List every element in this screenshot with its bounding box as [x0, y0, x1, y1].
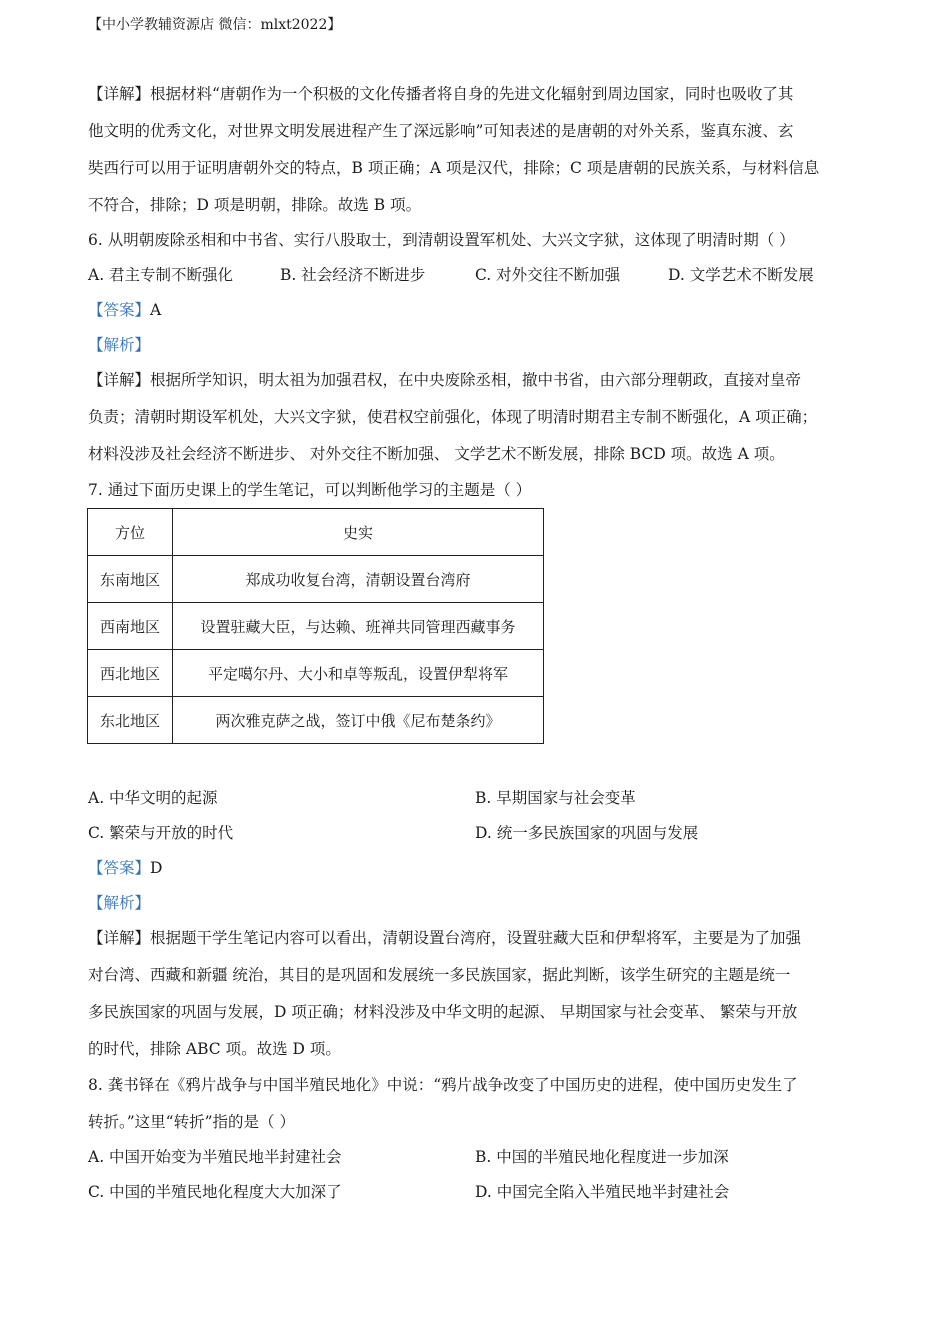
q7-detail-line-3: 多民族国家的巩固与发展，D 项正确；材料没涉及中华文明的起源、 早期国家与社会变革、 繁荣与开放 — [88, 1003, 798, 1021]
q6-option-a: A. 君主专制不断强化 — [88, 266, 234, 284]
q5-detail-line-2: 他文明的优秀文化，对世界文明发展进程产生了深远影响”可知表述的是唐朝的对外关系，鉴真东渡、玄 — [88, 122, 794, 140]
q7-detail-line-1: 【详解】根据题干学生笔记内容可以看出，清朝设置台湾府，设置驻藏大臣和伊犁将军，主要是为了加强 — [88, 929, 802, 947]
q7-stem: 7. 通过下面历史课上的学生笔记，可以判断他学习的主题是（ ） — [88, 481, 532, 499]
q7-option-b: B. 早期国家与社会变革 — [475, 789, 636, 807]
q6-answer — [88, 298, 161, 320]
table-cell-fact: 平定噶尔丹、大小和卓等叛乱，设置伊犁将军 — [173, 650, 544, 697]
table-row — [88, 556, 544, 603]
table-row — [88, 603, 544, 650]
table-header-facts: 史实 — [173, 509, 544, 556]
table-cell-region: 西北地区 — [88, 650, 173, 697]
q7-detail-line-2: 对台湾、西藏和新疆 统治，其目的是巩固和发展统一多民族国家，据此判断，该学生研究的主题是统一 — [88, 966, 791, 984]
q6-answer-value: A — [150, 301, 162, 319]
page-header: 【中小学教辅资源店 微信：mlxt2022】 — [88, 17, 342, 33]
q7-option-d: D. 统一多民族国家的巩固与发展 — [475, 824, 699, 842]
table-header-row — [88, 509, 544, 556]
q6-detail-line-1: 【详解】根据所学知识，明太祖为加强君权，在中央废除丞相，撤中书省，由六部分理朝政，直接对皇帝 — [88, 371, 802, 389]
q7-answer-label: 【答案】 — [88, 859, 151, 877]
table-cell-region: 东南地区 — [88, 556, 173, 603]
q8-option-b: B. 中国的半殖民地化程度进一步加深 — [475, 1148, 729, 1166]
q8-option-c: C. 中国的半殖民地化程度大大加深了 — [88, 1183, 342, 1201]
table-cell-region: 西南地区 — [88, 603, 173, 650]
q5-detail-line-3: 奘西行可以用于证明唐朝外交的特点，B 项正确；A 项是汉代，排除；C 项是唐朝的民族关系，与材料信息 — [88, 159, 820, 177]
table-cell-fact: 郑成功收复台湾，清朝设置台湾府 — [173, 556, 544, 603]
q6-option-b: B. 社会经济不断进步 — [280, 266, 426, 284]
q7-detail-line-4: 的时代，排除 ABC 项。故选 D 项。 — [88, 1040, 341, 1058]
q6-stem: 6. 从明朝废除丞相和中书省、实行八股取士，到清朝设置军机处、大兴文字狱，这体现了明清时期（ ） — [88, 231, 795, 249]
q6-analysis-label: 【解析】 — [88, 336, 151, 354]
student-notes-table — [87, 508, 544, 744]
q6-option-d: D. 文学艺术不断发展 — [668, 266, 814, 284]
q7-answer — [88, 856, 162, 878]
q5-detail-line-4: 不符合，排除；D 项是明朝，排除。故选 B 项。 — [88, 196, 422, 214]
q6-detail-line-3: 材料没涉及社会经济不断进步、 对外交往不断加强、 文学艺术不断发展，排除 BCD 项。故选 A 项。 — [88, 445, 785, 463]
table-row — [88, 697, 544, 744]
table-cell-fact: 两次雅克萨之战，签订中俄《尼布楚条约》 — [173, 697, 544, 744]
q6-option-c: C. 对外交往不断加强 — [475, 266, 621, 284]
q5-detail-line-1: 【详解】根据材料“唐朝作为一个积极的文化传播者将自身的先进文化辐射到周边国家，同时也吸收了其 — [88, 85, 794, 103]
table-header-direction: 方位 — [88, 509, 173, 556]
q7-option-c: C. 繁荣与开放的时代 — [88, 824, 234, 842]
q6-detail-line-2: 负责；清朝时期设军机处，大兴文字狱，使君权空前强化，体现了明清时期君主专制不断强化，A 项正确； — [88, 408, 818, 426]
q8-stem-line-2: 转折。”这里“转折”指的是（ ） — [88, 1113, 295, 1131]
table-cell-region: 东北地区 — [88, 697, 173, 744]
table-cell-fact: 设置驻藏大臣，与达赖、班禅共同管理西藏事务 — [173, 603, 544, 650]
q6-answer-label: 【答案】 — [88, 301, 151, 319]
q7-answer-value: D — [150, 859, 163, 877]
q7-option-a: A. 中华文明的起源 — [88, 789, 218, 807]
q7-analysis-label: 【解析】 — [88, 894, 151, 912]
table-row — [88, 650, 544, 697]
q8-option-a: A. 中国开始变为半殖民地半封建社会 — [88, 1148, 342, 1166]
q8-stem-line-1: 8. 龚书铎在《鸦片战争与中国半殖民地化》中说：“鸦片战争改变了中国历史的进程，使中国历史发生了 — [88, 1076, 798, 1094]
q8-option-d: D. 中国完全陷入半殖民地半封建社会 — [475, 1183, 730, 1201]
